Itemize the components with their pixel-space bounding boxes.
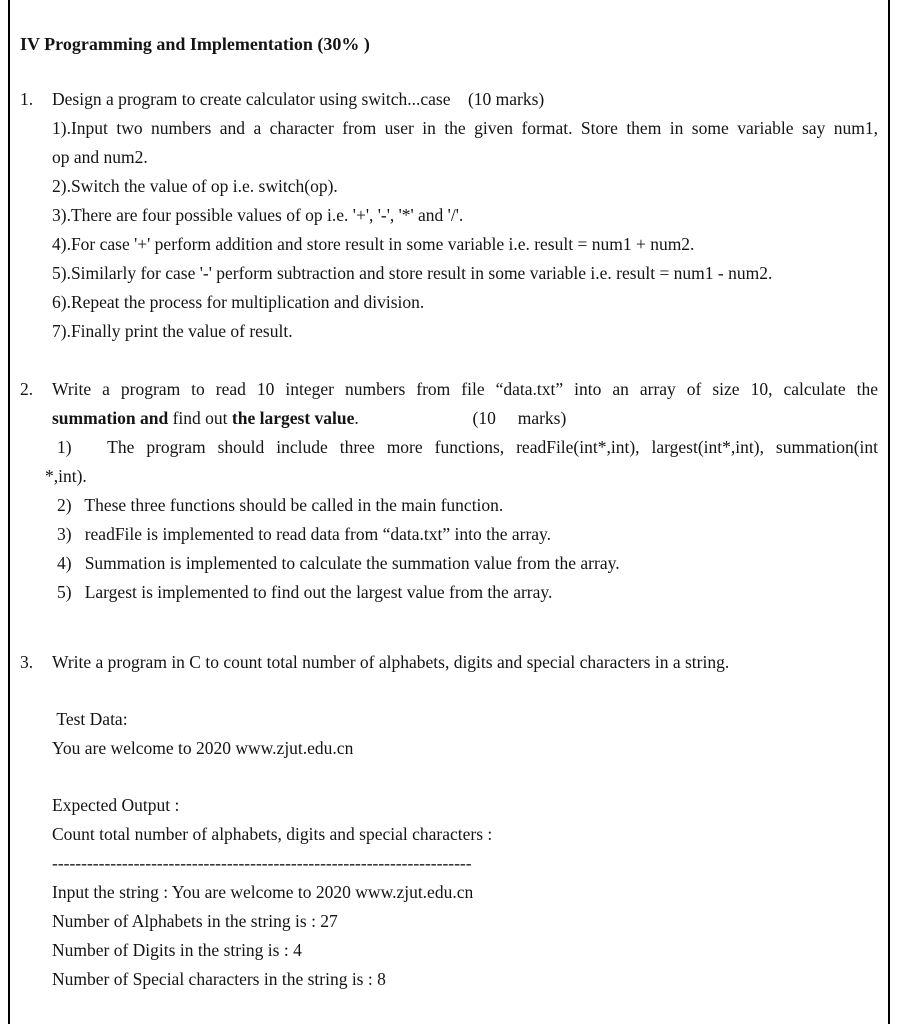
question-1-step: 4).For case '+' perform addition and store result in some variable i.e. result = num1 + num2. bbox=[52, 234, 695, 254]
question-1 bbox=[20, 85, 878, 346]
test-data-label: Test Data: bbox=[52, 709, 128, 729]
question-1-number: 1. bbox=[20, 89, 34, 109]
expected-output-label: Expected Output : bbox=[52, 795, 180, 815]
question-2-prompt-line2 bbox=[52, 404, 878, 433]
question-1-step: 2).Switch the value of op i.e. switch(op). bbox=[52, 176, 338, 196]
question-2-prompt-line1: Write a program to read 10 integer numbers from file “data.txt” into an array of size 10, calculate the bbox=[52, 379, 878, 399]
question-1-step: 5).Similarly for case '-' perform subtraction and store result in some variable i.e. result = num1 - num2. bbox=[52, 263, 773, 283]
expected-output-line: Input the string : You are welcome to 2020 www.zjut.edu.cn bbox=[52, 882, 474, 902]
expected-output-line: Count total number of alphabets, digits and special characters : bbox=[52, 824, 493, 844]
question-1-prompt: Design a program to create calculator using switch...case (10 marks) bbox=[52, 89, 545, 109]
section-title: IV Programming and Implementation (30% ) bbox=[20, 34, 370, 54]
question-2-steps bbox=[45, 433, 878, 607]
question-1-step: 7).Finally print the value of result. bbox=[52, 321, 293, 341]
expected-output-line: Number of Digits in the string is : 4 bbox=[52, 940, 302, 960]
question-1-step: 6).Repeat the process for multiplication and division. bbox=[52, 292, 425, 312]
question-2-step: 4) Summation is implemented to calculate the summation value from the array. bbox=[57, 553, 620, 573]
question-3 bbox=[20, 648, 878, 994]
question-2-step: 5) Largest is implemented to find out the largest value from the array. bbox=[57, 582, 553, 602]
question-3-number: 3. bbox=[20, 652, 34, 672]
exam-page bbox=[8, 0, 890, 1024]
bold-phrase: the largest value bbox=[231, 408, 355, 428]
question-2-step: 2) These three functions should be called in the main function. bbox=[57, 495, 504, 515]
marks-note: . (10 marks) bbox=[354, 408, 567, 428]
question-2 bbox=[20, 375, 878, 607]
question-1-step: 1).Input two numbers and a character from user in the given format. Store them in some variable say num1, bbox=[52, 118, 878, 138]
expected-output-line: Number of Alphabets in the string is : 27 bbox=[52, 911, 338, 931]
bold-phrase: summation and bbox=[52, 408, 169, 428]
question-1-step: op and num2. bbox=[52, 147, 148, 167]
question-2-step: 3) readFile is implemented to read data from “data.txt” into the array. bbox=[57, 524, 552, 544]
divider-dashes: ------------------------------------------------------------------------ bbox=[52, 853, 472, 873]
plain-phrase: find out bbox=[168, 408, 232, 428]
question-2-step: 1) The program should include three more functions, readFile(int*,int), largest(int*,int), summation(int bbox=[57, 437, 878, 457]
question-2-step-wrap: *,int). bbox=[45, 466, 87, 486]
question-2-number: 2. bbox=[20, 379, 34, 399]
question-3-prompt: Write a program in C to count total number of alphabets, digits and special characters in a string. bbox=[52, 652, 730, 672]
question-1-step: 3).There are four possible values of op i.e. '+', '-', '*' and '/'. bbox=[52, 205, 464, 225]
test-data-value: You are welcome to 2020 www.zjut.edu.cn bbox=[52, 738, 354, 758]
expected-output-line: Number of Special characters in the string is : 8 bbox=[52, 969, 386, 989]
